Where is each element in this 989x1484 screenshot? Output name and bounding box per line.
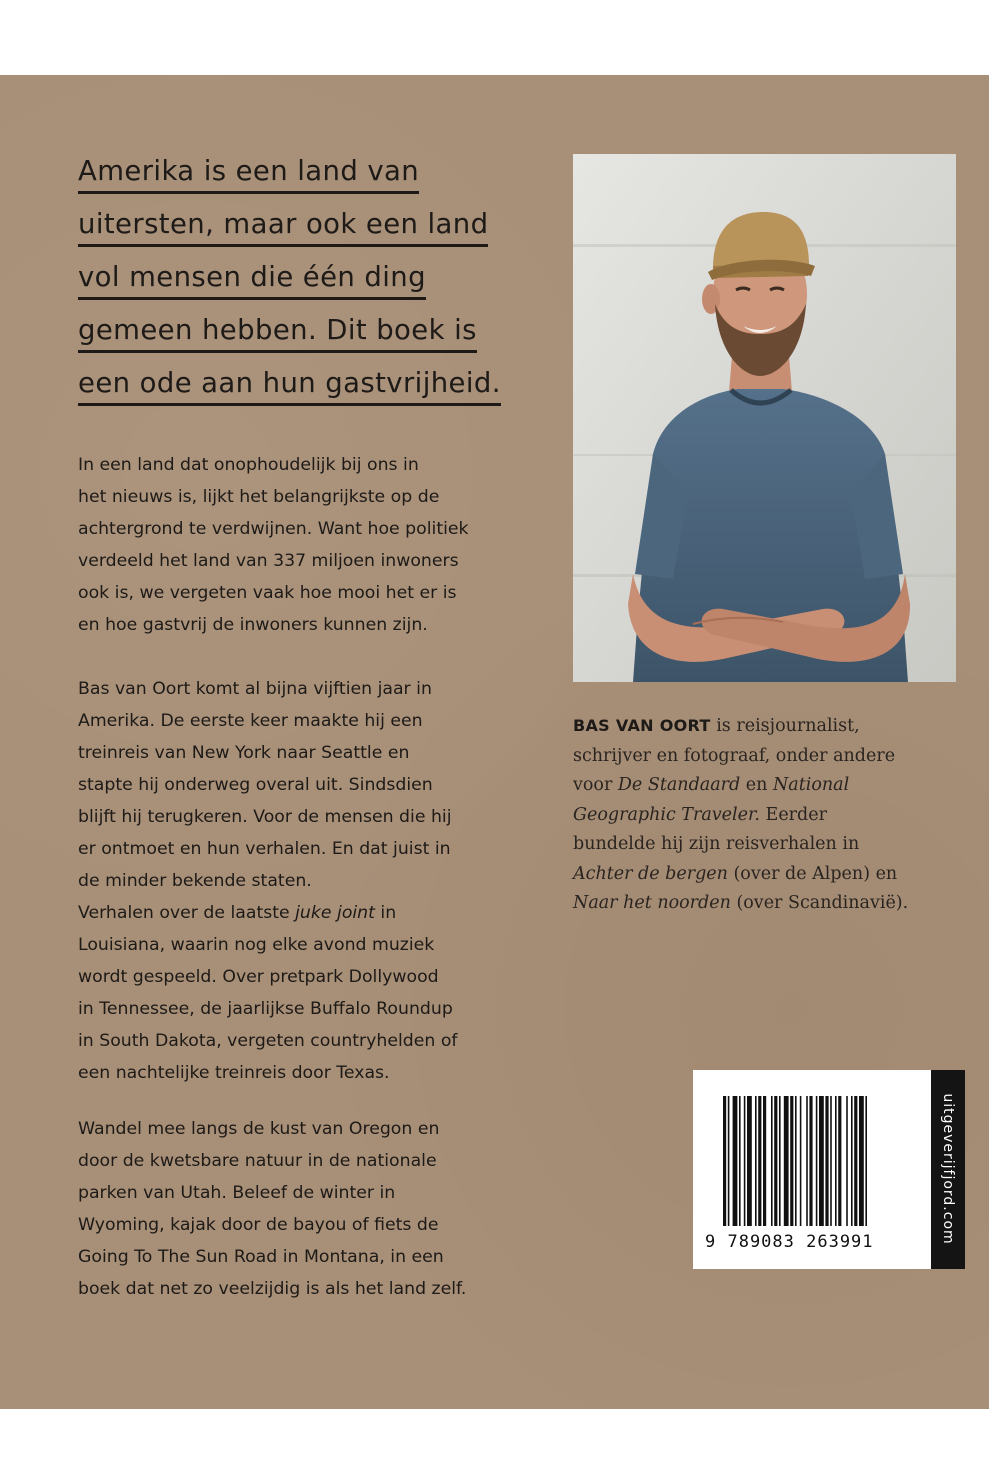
text-line: parken van Utah. Beleef de winter in bbox=[78, 1183, 396, 1203]
text-span: in bbox=[374, 903, 397, 923]
blurb-paragraph-2 bbox=[78, 673, 548, 1089]
barcode-bar bbox=[806, 1096, 808, 1226]
publisher-website: uitgeverijfjord.com bbox=[940, 1093, 956, 1245]
barcode-bar bbox=[800, 1096, 802, 1226]
text-line: Louisiana, waarin nog elke avond muziek bbox=[78, 935, 435, 955]
italic-term: juke joint bbox=[295, 903, 375, 923]
text-line: door de kwetsbare natuur in de nationale bbox=[78, 1151, 437, 1171]
text-line: een nachtelijke treinreis door Texas. bbox=[78, 1063, 390, 1083]
italic-term: De Standaard bbox=[617, 775, 741, 795]
text-line: wordt gespeeld. Over pretpark Dollywood bbox=[78, 967, 439, 987]
barcode-bar bbox=[784, 1096, 789, 1226]
barcode-bar bbox=[819, 1096, 824, 1226]
text-line: stapte hij onderweg overal uit. Sindsdien bbox=[78, 775, 433, 795]
text-line: achtergrond te verdwijnen. Want hoe politiek bbox=[78, 519, 469, 539]
barcode-bar bbox=[774, 1096, 777, 1226]
barcode-bar bbox=[763, 1096, 766, 1226]
text-line: verdeeld het land van 337 miljoen inwoners bbox=[78, 551, 459, 571]
text-line: Amerika. De eerste keer maakte hij een bbox=[78, 711, 423, 731]
text-line: Bas van Oort komt al bijna vijftien jaar in bbox=[78, 679, 432, 699]
text-line: ook is, we vergeten vaak hoe mooi het er is bbox=[78, 583, 457, 603]
text-line: in Tennessee, de jaarlijkse Buffalo Roundup bbox=[78, 999, 453, 1019]
italic-term: National bbox=[772, 775, 850, 795]
barcode-bar bbox=[851, 1096, 853, 1226]
barcode-bar bbox=[865, 1096, 867, 1226]
text-line: blijft hij terugkeren. Voor de mensen die hij bbox=[78, 807, 452, 827]
barcode-bar bbox=[816, 1096, 818, 1226]
barcode-bar bbox=[744, 1096, 746, 1226]
author-name: BAS VAN OORT bbox=[573, 716, 711, 735]
barcode-bar bbox=[835, 1096, 837, 1226]
text-line bbox=[78, 897, 548, 929]
quote-line: gemeen hebben. Dit boek is bbox=[78, 314, 477, 353]
barcode-bar bbox=[758, 1096, 761, 1226]
barcode-bar bbox=[790, 1096, 793, 1226]
text-span: voor bbox=[573, 775, 618, 795]
barcode-bar bbox=[755, 1096, 757, 1226]
barcode-bar bbox=[846, 1096, 848, 1226]
text-line: treinreis van New York naar Seattle en bbox=[78, 743, 410, 763]
barcode-bar bbox=[859, 1096, 864, 1226]
text-span: Eerder bbox=[759, 804, 827, 825]
quote-line: vol mensen die één ding bbox=[78, 261, 426, 300]
quote-line: een ode aan hun gastvrijheid. bbox=[78, 367, 501, 406]
text-line: Going To The Sun Road in Montana, in een bbox=[78, 1247, 444, 1267]
text-line: en hoe gastvrij de inwoners kunnen zijn. bbox=[78, 615, 428, 635]
quote-line: Amerika is een land van bbox=[78, 155, 419, 194]
text-span: en bbox=[740, 775, 773, 795]
text-line: Wyoming, kajak door de bayou of fiets de bbox=[78, 1215, 439, 1235]
isbn-number: 9 789083 263991 bbox=[705, 1232, 874, 1252]
text-span: is reisjournalist, bbox=[710, 716, 860, 736]
barcode-bar bbox=[728, 1096, 730, 1226]
barcode-bar bbox=[733, 1096, 738, 1226]
blurb-paragraph-3 bbox=[78, 1113, 548, 1305]
isbn-barcode bbox=[693, 1070, 931, 1269]
text-line: Wandel mee langs de kust van Oregon en bbox=[78, 1119, 440, 1139]
text-line: In een land dat onophoudelijk bij ons in bbox=[78, 455, 419, 475]
text-line: boek dat net zo veelzijdig is als het land zelf. bbox=[78, 1279, 467, 1299]
quote-line: uitersten, maar ook een land bbox=[78, 208, 488, 247]
author-photo bbox=[573, 154, 956, 682]
barcode-bar bbox=[795, 1096, 797, 1226]
text-line: het nieuws is, lijkt het belangrijkste op de bbox=[78, 487, 440, 507]
text-line: er ontmoet en hun verhalen. En dat juist in bbox=[78, 839, 451, 859]
text-span: Verhalen over de laatste bbox=[78, 903, 296, 923]
blurb-paragraph-1 bbox=[78, 449, 548, 641]
barcode-bar bbox=[838, 1096, 841, 1226]
barcode-bar bbox=[739, 1096, 741, 1226]
author-bio bbox=[573, 711, 953, 919]
barcode-bar bbox=[825, 1096, 828, 1226]
text-span: (over de Alpen) en bbox=[727, 863, 898, 884]
barcode-bar bbox=[830, 1096, 832, 1226]
barcode-bar bbox=[747, 1096, 752, 1226]
barcode-bar bbox=[723, 1096, 726, 1226]
barcode-bar bbox=[809, 1096, 812, 1226]
text-span: (over Scandinavië). bbox=[730, 893, 909, 913]
italic-term: Naar het noorden bbox=[573, 893, 731, 913]
pull-quote bbox=[78, 155, 548, 420]
text-line: in South Dakota, vergeten countryhelden of bbox=[78, 1031, 458, 1051]
text-line: de minder bekende staten. bbox=[78, 871, 312, 891]
text-span: bundelde hij zijn reisverhalen in bbox=[573, 834, 860, 854]
barcode-bar bbox=[854, 1096, 857, 1226]
italic-term: Achter de bergen bbox=[573, 863, 728, 884]
text-span: schrijver en fotograaf, onder andere bbox=[573, 745, 896, 766]
italic-term: Geographic Traveler. bbox=[573, 804, 760, 825]
barcode-bar bbox=[779, 1096, 781, 1226]
barcode-bar bbox=[771, 1096, 773, 1226]
